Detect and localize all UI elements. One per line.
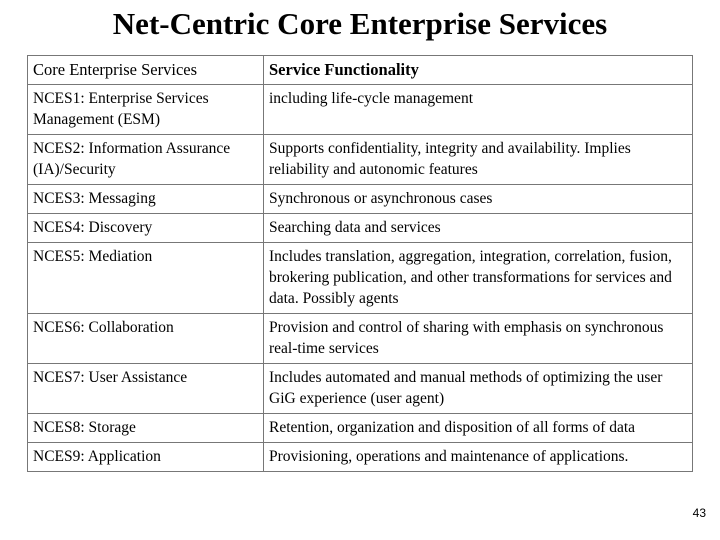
table-row [28, 185, 693, 214]
service-name: NCES4: Discovery [28, 214, 264, 243]
table-row [28, 243, 693, 314]
service-functionality: Retention, organization and disposition of all forms of data [264, 414, 693, 443]
service-functionality: Provisioning, operations and maintenance of applications. [264, 443, 693, 472]
table-row [28, 85, 693, 135]
page-number: 43 [692, 506, 706, 520]
table-row [28, 135, 693, 185]
service-functionality: including life-cycle management [264, 85, 693, 135]
service-functionality: Includes translation, aggregation, integration, correlation, fusion, brokering publication, and other transformations for services and data. Possibly agents [264, 243, 693, 314]
services-table [27, 55, 693, 472]
service-name: NCES6: Collaboration [28, 314, 264, 364]
table-header-row [28, 56, 693, 85]
service-functionality: Searching data and services [264, 214, 693, 243]
table-row [28, 214, 693, 243]
service-name: NCES3: Messaging [28, 185, 264, 214]
slide-title: Net-Centric Core Enterprise Services [112, 6, 608, 41]
service-name: NCES7: User Assistance [28, 364, 264, 414]
service-functionality: Supports confidentiality, integrity and availability. Implies reliability and autonomic features [264, 135, 693, 185]
table-row [28, 414, 693, 443]
column-header-core-services: Core Enterprise Services [28, 56, 264, 85]
table-row [28, 314, 693, 364]
column-header-functionality: Service Functionality [264, 56, 693, 85]
table-row [28, 443, 693, 472]
service-name: NCES5: Mediation [28, 243, 264, 314]
service-functionality: Provision and control of sharing with emphasis on synchronous real-time services [264, 314, 693, 364]
service-name: NCES2: Information Assurance (IA)/Security [28, 135, 264, 185]
service-name: NCES8: Storage [28, 414, 264, 443]
service-name: NCES9: Application [28, 443, 264, 472]
service-name: NCES1: Enterprise Services Management (ESM) [28, 85, 264, 135]
service-functionality: Includes automated and manual methods of optimizing the user GiG experience (user agent) [264, 364, 693, 414]
table-row [28, 364, 693, 414]
service-functionality: Synchronous or asynchronous cases [264, 185, 693, 214]
